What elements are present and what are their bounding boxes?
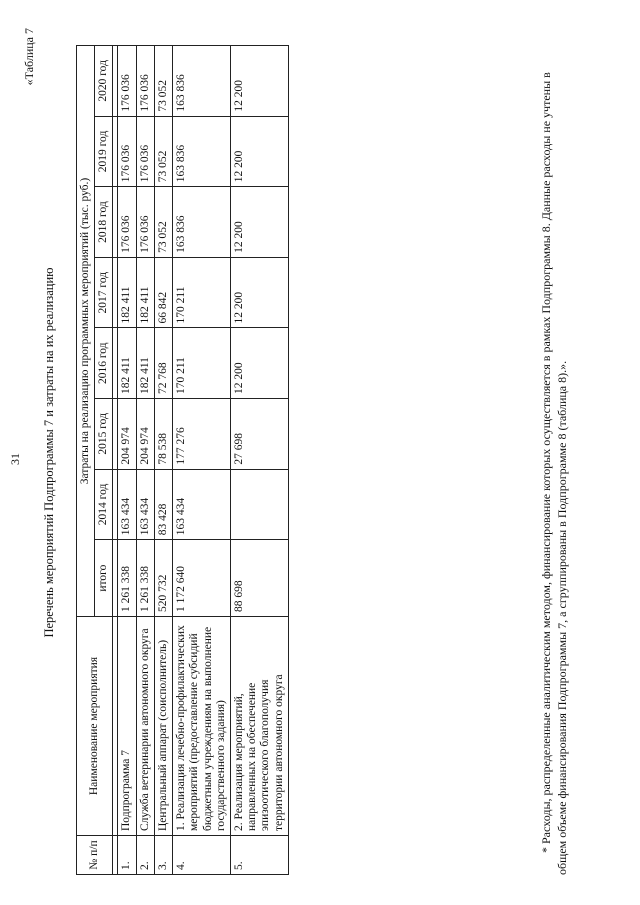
header-year: 2017 год (95, 257, 113, 328)
row-value: 204 974 (118, 399, 136, 470)
row-num: 3. (154, 836, 172, 875)
row-value (230, 469, 288, 540)
row-total: 1 261 338 (136, 540, 154, 617)
row-name: 1. Реализация лечебно-профилактических мероприятий (предоставление субсидий бюджетным учреждениям на выполнение государственного задания) (173, 617, 231, 836)
row-value: 163 836 (173, 46, 231, 117)
row-value: 66 842 (154, 257, 172, 328)
row-name: 2. Реализация мероприятий, направленных на обеспечение эпизоотического благополучия территории автономного округа (230, 617, 288, 836)
row-num: 4. (173, 836, 231, 875)
footnote: * Расходы, распределенные аналитическим методом, финансирование которых осуществляется в рамках Подпрограммы 8. Данные расходы не учтены в общем объеме финансирования Подпрограммы 7, а сгруппированы в Подпрограмме 8 (таблица 8).». (539, 72, 570, 875)
row-value: 12 200 (230, 116, 288, 187)
row-value: 176 036 (136, 187, 154, 258)
row-value: 182 411 (136, 328, 154, 399)
row-value: 163 434 (173, 469, 231, 540)
row-total: 520 732 (154, 540, 172, 617)
table-label: «Таблица 7 (22, 28, 36, 86)
row-value: 163 836 (173, 116, 231, 187)
row-value: 83 428 (154, 469, 172, 540)
row-value: 176 036 (118, 187, 136, 258)
header-year: 2015 год (95, 399, 113, 470)
row-value: 12 200 (230, 187, 288, 258)
row-value: 182 411 (136, 257, 154, 328)
row-name: Служба ветеринарии автономного округа (136, 617, 154, 836)
row-value: 177 276 (173, 399, 231, 470)
header-costs-group: Затраты на реализацию программных мероприятий (тыс. руб.) (77, 46, 95, 617)
table-row (173, 46, 231, 875)
row-value: 176 036 (118, 116, 136, 187)
row-name: Центральный аппарат (соисполнитель) (154, 617, 172, 836)
header-year: 2019 год (95, 116, 113, 187)
row-value: 170 211 (173, 328, 231, 399)
table-row (118, 46, 136, 875)
row-value: 12 200 (230, 328, 288, 399)
row-value: 73 052 (154, 46, 172, 117)
row-value: 182 411 (118, 257, 136, 328)
row-value: 163 836 (173, 187, 231, 258)
table-row (230, 46, 288, 875)
row-value: 163 434 (118, 469, 136, 540)
row-num: 5. (230, 836, 288, 875)
row-value: 73 052 (154, 187, 172, 258)
table-row (136, 46, 154, 875)
row-total: 88 698 (230, 540, 288, 617)
row-value: 78 538 (154, 399, 172, 470)
row-value: 12 200 (230, 46, 288, 117)
row-value: 170 211 (173, 257, 231, 328)
header-year: 2016 год (95, 328, 113, 399)
header-total: итого (95, 540, 113, 617)
row-value: 204 974 (136, 399, 154, 470)
row-value: 176 036 (118, 46, 136, 117)
document-title: Перечень мероприятий Подпрограммы 7 и затраты на их реализацию (42, 267, 56, 638)
header-year: 2020 год (95, 46, 113, 117)
header-num: № п/п (77, 836, 113, 875)
row-value: 72 768 (154, 328, 172, 399)
row-value: 176 036 (136, 116, 154, 187)
row-value: 27 698 (230, 399, 288, 470)
row-name: Подпрограмма 7 (118, 617, 136, 836)
row-value: 182 411 (118, 328, 136, 399)
row-value: 12 200 (230, 257, 288, 328)
row-num: 1. (118, 836, 136, 875)
measures-cost-table (76, 45, 289, 875)
row-total: 1 172 640 (173, 540, 231, 617)
row-value: 176 036 (136, 46, 154, 117)
header-year: 2014 год (95, 469, 113, 540)
header-name: Наименование мероприятия (77, 617, 113, 836)
page-number: 31 (8, 453, 22, 465)
row-total: 1 261 338 (118, 540, 136, 617)
row-num: 2. (136, 836, 154, 875)
row-value: 73 052 (154, 116, 172, 187)
row-value: 163 434 (136, 469, 154, 540)
table-row (154, 46, 172, 875)
header-year: 2018 год (95, 187, 113, 258)
